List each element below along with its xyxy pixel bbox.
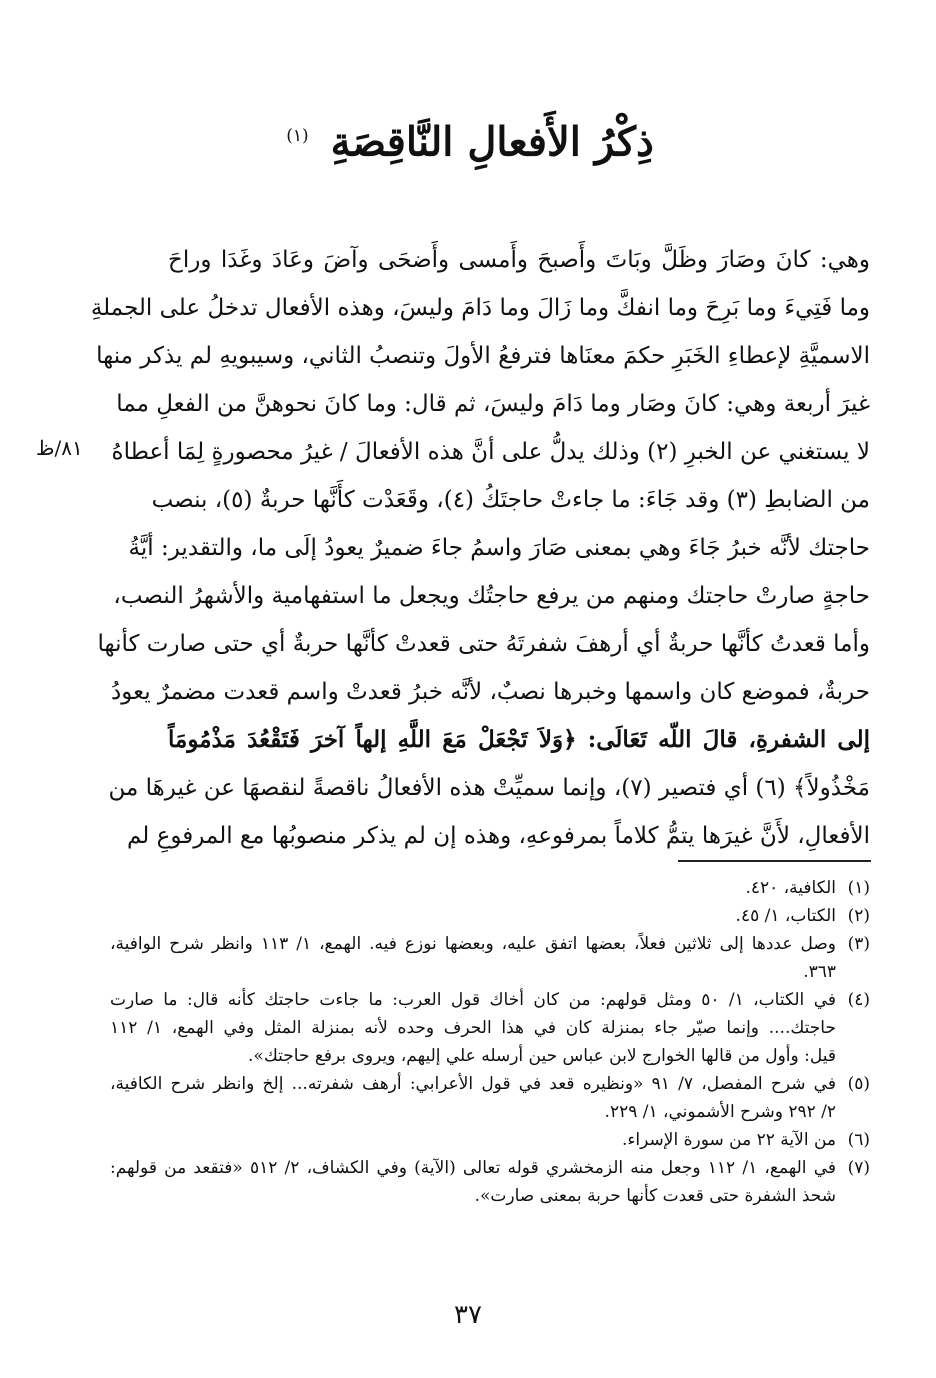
text-line: لا يستغني عن الخبرِ (٢) وذلك يدلُّ على أنَّ هذه الأفعالَ / غيرُ محصورةٍ لِمَا أعطاهُ — [111, 439, 870, 465]
text-line: حاجةٍ صارتْ حاجتك ومنهم من يرفع حاجتُك ويجعل ما استفهامية والأشهرُ النصب، — [113, 583, 870, 609]
footnote-number: (٣) — [847, 934, 870, 954]
text-line: وأما قعدتُ كأنَّها حربةٌ أي أرهفَ شفرتَهُ حتى قعدتْ كأنَّها حربةٌ أي حتى صارت كأنها — [97, 631, 870, 657]
footnote-item — [110, 1154, 870, 1210]
footnotes — [110, 874, 870, 1210]
footnote-line: حاجتك.... وإنما صيّر جاء بمنزلة كان في هذا الحرف وحده لأنه بمنزلة المثل وفي الهمع، ١/ ١١٢ — [110, 1018, 836, 1038]
footnote-line: وصل عددها إلى ثلاثين فعلاً، بعضها اتفق عليه، وبعضها نوزع فيه. الهمع، ١/ ١١٣ وانظر شرح الوافية، — [110, 934, 836, 954]
text-line: غيرَ أربعة وهي: كانَ وصَار وما دَامَ وليسَ، ثم قال: وما كانَ نحوهنَّ من الفعلِ مما — [116, 391, 870, 417]
text-line: حاجتك لأنَّه خبرُ جَاءَ وهي بمعنى صَارَ واسمُ جاءَ ضميرٌ يعودُ إلَى ما، والتقدير: أيَّةُ — [128, 535, 870, 561]
text-line: الأفعالِ، لأَنَّ غيرَها يتمُّ كلاماً بمرفوعهِ، وهذه إن لم يذكر منصوبُها مع المرفوعِ لم — [126, 823, 870, 849]
footnote-number: (٢) — [847, 906, 870, 926]
footnote-item — [110, 1126, 870, 1154]
footnote-line: ٣٦٣. — [803, 962, 836, 982]
footnote-item — [110, 986, 870, 1070]
text-line: وما فَتِيءَ وما بَرِحَ وما انفكَّ وما زَالَ وما دَامَ وليسَ، وهذه الأفعال تدخلُ على الجملةِ — [90, 295, 870, 321]
footnote-item — [110, 902, 870, 930]
footnote-number: (٥) — [847, 1074, 870, 1094]
footnote-line: في الكتاب، ١/ ٥٠ ومثل قولهم: من كان أخاك قول العرب: ما جاءت حاجتك كأنه قال: ما صارت — [110, 990, 836, 1010]
text-line: مَخْذُولاً﴾ (٦) أي فتصير (٧)، وإنما سميِّتْ هذه الأفعالُ ناقصةً لنقصهَا عن غيرهَا من — [108, 775, 870, 801]
footnote-line: ٢/ ٢٩٢ وشرح الأشموني، ١/ ٢٢٩. — [604, 1102, 836, 1122]
footnote-line: الكافية، ٤٢٠. — [745, 878, 836, 898]
chapter-title-text: ذِكْرُ الأَفعالِ النَّاقِصَةِ — [330, 118, 654, 166]
main-text — [90, 236, 870, 860]
footnote-line: من الآية ٢٢ من سورة الإسراء. — [622, 1130, 836, 1150]
quran-verse-line: إلى الشفرةِ، قالَ اللّه تَعَالَى: ﴿وَلاَ تَجْعَلْ مَعَ اللَّهِ إلهاً آخرَ فَتَقْعُدَ مَذْمُومَاً — [168, 726, 870, 753]
footnote-item — [110, 930, 870, 986]
text-line: من الضابطِ (٣) وقد جَاءَ: ما جاءتْ حاجتَكُ (٤)، وقَعَدْت كأَنَّها حربةٌ (٥)، بنصب — [151, 487, 870, 513]
footnote-item — [110, 1070, 870, 1126]
footnote-line: قيل: وأول من قالها الخوارج لابن عباس حين أرسله علي إليهم، ويروى برفع حاجتك». — [248, 1046, 836, 1066]
title-footnote-ref: (١) — [286, 126, 309, 146]
footnote-line: الكتاب، ١/ ٤٥. — [735, 906, 836, 926]
footnote-separator — [678, 860, 871, 862]
chapter-title — [220, 108, 720, 170]
footnote-number: (١) — [847, 878, 870, 898]
footnote-line: شحذ الشفرة حتى قعدت كأنها حربة بمعنى صارت». — [474, 1186, 836, 1206]
manuscript-folio-note: ٨١/ظ — [36, 436, 83, 460]
text-line: حربةٌ، فموضع كان واسمها وخبرها نصبٌ، لأنَّه خبرُ قعدتْ واسم قعدت مضمرٌ يعودُ — [111, 679, 870, 705]
text-line: وهي: كانَ وصَارَ وظَلَّ وبَاتَ وأَصبحَ وأَمسى وأَضحَى وآضَ وعَادَ وغَدَا وراحَ — [168, 247, 870, 273]
footnote-number: (٧) — [847, 1158, 870, 1178]
footnote-item — [110, 874, 870, 902]
footnote-number: (٤) — [847, 990, 870, 1010]
page-number: ٣٧ — [454, 1300, 482, 1330]
footnote-line: في شرح المفصل، ٧/ ٩١ «ونظيره قعد في قول الأعرابي: أرهف شفرته... إلخ وانظر شرح الكافية، — [110, 1074, 836, 1094]
text-line: الاسميَّةِ لإعطاءِ الخَبَرِ حكمَ معنَاها فترفعُ الأولَ وتنصبُ الثاني، وسيبويهِ لم يذكر منها — [96, 343, 870, 369]
footnote-number: (٦) — [847, 1130, 870, 1150]
footnote-line: في الهمع، ١/ ١١٢ وجعل منه الزمخشري قوله تعالى (الآية) وفي الكشاف، ٢/ ٥١٢ «فتقعد من قولهم: — [110, 1158, 836, 1178]
